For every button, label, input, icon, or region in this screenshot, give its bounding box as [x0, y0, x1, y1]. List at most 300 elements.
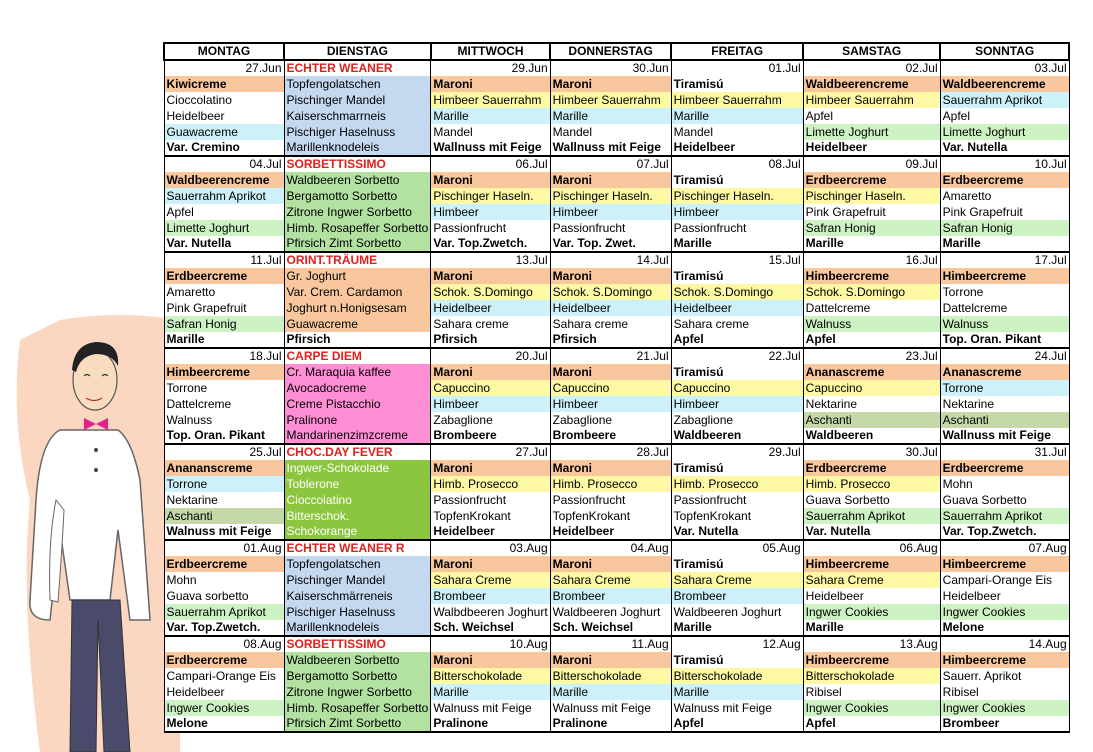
flavor-cell: Pink Grapefruit: [940, 204, 1069, 220]
flavor-cell: Erdbeercreme: [940, 460, 1069, 476]
flavor-cell: Anananscreme: [164, 460, 284, 476]
flavor-cell: Pink Grapefruit: [803, 204, 940, 220]
flavor-cell: Var. Top. Zwet.: [550, 236, 671, 252]
flavor-cell: Schok. S.Domingo: [550, 284, 671, 300]
flavor-cell: Walnuss mit Feige: [550, 700, 671, 716]
date-cell: 09.Jul: [803, 156, 940, 172]
flavor-cell: Top. Oran. Pikant: [940, 332, 1069, 348]
theme-title: SORBETTISSIMO: [284, 636, 431, 652]
date-cell: 15.Jul: [671, 252, 803, 268]
flavor-cell: Ingwer Cookies: [164, 700, 284, 716]
flavor-cell: Heidelbeer: [671, 300, 803, 316]
flavor-cell: Maroni: [550, 460, 671, 476]
date-cell: 17.Jul: [940, 252, 1069, 268]
flavor-cell: Var. Top.Zwetch.: [940, 524, 1069, 540]
date-cell: 30.Jul: [803, 444, 940, 460]
flavor-cell: Himbeer Sauerrahm: [803, 92, 940, 108]
flavor-cell: Walnuss: [164, 412, 284, 428]
flavor-row: [164, 188, 1069, 204]
flavor-cell: Schokorange: [284, 524, 431, 540]
date-cell: 08.Jul: [671, 156, 803, 172]
date-cell: 14.Aug: [940, 636, 1069, 652]
flavor-cell: Marille: [671, 108, 803, 124]
flavor-row: [164, 300, 1069, 316]
flavor-cell: Mohn: [940, 476, 1069, 492]
date-cell: 07.Jul: [550, 156, 671, 172]
flavor-cell: Himbeercreme: [940, 652, 1069, 668]
flavor-cell: Himbeer: [431, 204, 550, 220]
flavor-cell: Sauerrahm Aprikot: [164, 188, 284, 204]
header-saturday: SAMSTAG: [803, 43, 940, 60]
flavor-cell: Himb. Rosapeffer Sorbetto: [284, 220, 431, 236]
flavor-cell: Zabaglione: [671, 412, 803, 428]
flavor-cell: Maroni: [550, 556, 671, 572]
flavor-cell: Pfirsich: [284, 332, 431, 348]
flavor-cell: Pischinger Haseln.: [803, 188, 940, 204]
date-cell: 03.Jul: [940, 60, 1069, 76]
flavor-cell: Maroni: [431, 652, 550, 668]
flavor-cell: TopfenKrokant: [671, 508, 803, 524]
date-cell: 04.Jul: [164, 156, 284, 172]
flavor-cell: Erdbeercreme: [164, 268, 284, 284]
flavor-cell: Gr. Joghurt: [284, 268, 431, 284]
flavor-cell: Apfel: [803, 332, 940, 348]
flavor-cell: Maroni: [550, 76, 671, 92]
date-cell: 12.Aug: [671, 636, 803, 652]
flavor-cell: Himbeer: [431, 396, 550, 412]
flavor-row: [164, 604, 1069, 620]
flavor-row: [164, 396, 1069, 412]
flavor-cell: Ingwer Cookies: [803, 604, 940, 620]
flavor-cell: Pischinger Haseln.: [671, 188, 803, 204]
flavor-cell: Ananascreme: [803, 364, 940, 380]
flavor-cell: Sauerrahm Aprikot: [803, 508, 940, 524]
flavor-cell: Campari-Orange Eis: [940, 572, 1069, 588]
flavor-cell: Brombeer: [550, 588, 671, 604]
date-cell: 01.Jul: [671, 60, 803, 76]
flavor-cell: Walnuss: [940, 316, 1069, 332]
flavor-cell: Walnuss mit Feige: [431, 700, 550, 716]
flavor-cell: Marille: [803, 620, 940, 636]
flavor-cell: Dattelcreme: [940, 300, 1069, 316]
flavor-cell: Apfel: [803, 716, 940, 732]
flavor-cell: Maroni: [431, 76, 550, 92]
flavor-cell: Bitterschok.: [284, 508, 431, 524]
flavor-cell: Dattelcreme: [803, 300, 940, 316]
flavor-cell: TopfenKrokant: [550, 508, 671, 524]
flavor-cell: Bitterschokolade: [671, 668, 803, 684]
flavor-cell: Brombeere: [431, 428, 550, 444]
date-cell: 01.Aug: [164, 540, 284, 556]
flavor-cell: Guava Sorbetto: [803, 492, 940, 508]
flavor-cell: Himbeer: [671, 396, 803, 412]
theme-title: ECHTER WEANER R: [284, 540, 431, 556]
flavor-cell: Tiramisú: [671, 556, 803, 572]
header-wednesday: MITTWOCH: [431, 43, 550, 60]
header-friday: FREITAG: [671, 43, 803, 60]
flavor-row: [164, 700, 1069, 716]
flavor-cell: Waldbeerencreme: [803, 76, 940, 92]
flavor-row: [164, 572, 1069, 588]
flavor-cell: Sauerrahm Aprikot: [940, 92, 1069, 108]
flavor-cell: Heidelbeer: [803, 140, 940, 156]
flavor-cell: Sahara Creme: [431, 572, 550, 588]
date-cell: 24.Jul: [940, 348, 1069, 364]
flavor-cell: Torrone: [164, 380, 284, 396]
flavor-cell: Bergamotto Sorbetto: [284, 188, 431, 204]
flavor-cell: Himb. Prosecco: [803, 476, 940, 492]
flavor-row: [164, 204, 1069, 220]
flavor-cell: Waldbeeren Sorbetto: [284, 652, 431, 668]
flavor-cell: Himbeer Sauerrahm: [550, 92, 671, 108]
flavor-cell: Heidelbeer: [940, 588, 1069, 604]
flavor-cell: Marille: [164, 332, 284, 348]
date-cell: 06.Jul: [431, 156, 550, 172]
flavor-cell: Joghurt n.Honigsesam: [284, 300, 431, 316]
theme-title: ECHTER WEANER: [284, 60, 431, 76]
theme-title: ORINT.TRÄUME: [284, 252, 431, 268]
ice-cream-schedule-table: [163, 42, 1070, 733]
flavor-cell: Pfirsich: [431, 332, 550, 348]
flavor-cell: Mandel: [671, 124, 803, 140]
date-cell: 31.Jul: [940, 444, 1069, 460]
flavor-cell: Passionfrucht: [671, 220, 803, 236]
flavor-cell: Marille: [550, 108, 671, 124]
flavor-cell: Brombeer: [671, 588, 803, 604]
flavor-cell: Passionfrucht: [431, 492, 550, 508]
flavor-cell: Ingwer Cookies: [803, 700, 940, 716]
flavor-cell: Limette Joghurt: [164, 220, 284, 236]
flavor-cell: Ribisel: [940, 684, 1069, 700]
flavor-cell: Capuccino: [431, 380, 550, 396]
flavor-cell: Pink Grapefruit: [164, 300, 284, 316]
flavor-cell: Cioccolatino: [284, 492, 431, 508]
flavor-cell: Mandel: [550, 124, 671, 140]
flavor-cell: Wallnuss mit Feige: [431, 140, 550, 156]
date-cell: 07.Aug: [940, 540, 1069, 556]
flavor-cell: Kaiserschmärreneis: [284, 588, 431, 604]
flavor-cell: Pischinger Haseln.: [550, 188, 671, 204]
flavor-row: [164, 524, 1069, 540]
flavor-cell: Marille: [671, 620, 803, 636]
flavor-cell: Waldbeerencreme: [164, 172, 284, 188]
date-cell: 27.Jul: [431, 444, 550, 460]
date-cell: 25.Jul: [164, 444, 284, 460]
flavor-cell: Safran Honig: [940, 220, 1069, 236]
date-cell: 28.Jul: [550, 444, 671, 460]
flavor-row: [164, 236, 1069, 252]
flavor-row: [164, 508, 1069, 524]
flavor-cell: Melone: [164, 716, 284, 732]
header-sunday: SONNTAG: [940, 43, 1069, 60]
flavor-row: [164, 716, 1069, 732]
flavor-cell: Melone: [940, 620, 1069, 636]
flavor-cell: Maroni: [431, 460, 550, 476]
flavor-cell: Nektarine: [803, 396, 940, 412]
flavor-cell: Tiramisú: [671, 268, 803, 284]
flavor-row: [164, 364, 1069, 380]
flavor-cell: Marille: [550, 684, 671, 700]
flavor-row: [164, 556, 1069, 572]
flavor-cell: Passionfrucht: [671, 492, 803, 508]
flavor-cell: Var. Nutella: [803, 524, 940, 540]
flavor-row: [164, 588, 1069, 604]
flavor-cell: Ingwer Cookies: [940, 604, 1069, 620]
theme-title: CHOC.DAY FEVER: [284, 444, 431, 460]
flavor-cell: Maroni: [550, 172, 671, 188]
flavor-cell: Pischinger Mandel: [284, 572, 431, 588]
flavor-cell: Sahara Creme: [550, 572, 671, 588]
flavor-cell: Capuccino: [550, 380, 671, 396]
flavor-cell: Walbdbeeren Joghurt: [431, 604, 550, 620]
flavor-cell: Avocadocreme: [284, 380, 431, 396]
flavor-cell: Toblerone: [284, 476, 431, 492]
flavor-cell: Sauerrahm Aprikot: [940, 508, 1069, 524]
flavor-cell: Bitterschokolade: [550, 668, 671, 684]
flavor-cell: Sch. Weichsel: [431, 620, 550, 636]
flavor-row: [164, 380, 1069, 396]
flavor-cell: Amaretto: [940, 188, 1069, 204]
date-row: [164, 444, 1069, 460]
flavor-cell: Pralinone: [431, 716, 550, 732]
date-row: [164, 636, 1069, 652]
flavor-cell: Kiwicreme: [164, 76, 284, 92]
flavor-cell: Heidelbeer: [164, 684, 284, 700]
flavor-cell: Sauerr. Aprikot: [940, 668, 1069, 684]
flavor-cell: Guava sorbetto: [164, 588, 284, 604]
flavor-row: [164, 284, 1069, 300]
flavor-row: [164, 124, 1069, 140]
flavor-cell: Marille: [431, 684, 550, 700]
flavor-cell: Topfengolatschen: [284, 76, 431, 92]
flavor-cell: Pischiger Haselnuss: [284, 124, 431, 140]
flavor-cell: Erdbeercreme: [164, 652, 284, 668]
date-cell: 10.Aug: [431, 636, 550, 652]
date-cell: 02.Jul: [803, 60, 940, 76]
date-cell: 14.Jul: [550, 252, 671, 268]
flavor-cell: Himbeercreme: [803, 556, 940, 572]
flavor-cell: Himbeer Sauerrahm: [671, 92, 803, 108]
flavor-cell: Pischinger Mandel: [284, 92, 431, 108]
date-cell: 13.Aug: [803, 636, 940, 652]
flavor-cell: Waldbeeren: [671, 428, 803, 444]
flavor-cell: Guawacreme: [284, 316, 431, 332]
flavor-cell: Bergamotto Sorbetto: [284, 668, 431, 684]
flavor-row: [164, 412, 1069, 428]
date-row: [164, 60, 1069, 76]
flavor-cell: Kaiserschmarrneis: [284, 108, 431, 124]
flavor-row: [164, 76, 1069, 92]
flavor-cell: Guava Sorbetto: [940, 492, 1069, 508]
flavor-cell: Capuccino: [671, 380, 803, 396]
flavor-cell: Erdbeercreme: [803, 172, 940, 188]
flavor-cell: Var. Nutella: [164, 236, 284, 252]
flavor-cell: Tiramisú: [671, 172, 803, 188]
date-cell: 29.Jul: [671, 444, 803, 460]
flavor-cell: Pralinone: [550, 716, 671, 732]
flavor-cell: Ingwer-Schokolade: [284, 460, 431, 476]
date-cell: 23.Jul: [803, 348, 940, 364]
flavor-cell: Maroni: [550, 364, 671, 380]
flavor-cell: Sahara Creme: [671, 572, 803, 588]
flavor-cell: Maroni: [431, 364, 550, 380]
flavor-cell: Passionfrucht: [431, 220, 550, 236]
flavor-cell: Heidelbeer: [431, 300, 550, 316]
date-cell: 06.Aug: [803, 540, 940, 556]
flavor-cell: Nektarine: [164, 492, 284, 508]
flavor-cell: Dattelcreme: [164, 396, 284, 412]
flavor-cell: Schok. S.Domingo: [671, 284, 803, 300]
flavor-cell: Sch. Weichsel: [550, 620, 671, 636]
flavor-cell: Himbeer: [550, 396, 671, 412]
flavor-cell: Pralinone: [284, 412, 431, 428]
flavor-row: [164, 492, 1069, 508]
flavor-cell: Erdbeercreme: [164, 556, 284, 572]
flavor-cell: Zabaglione: [550, 412, 671, 428]
flavor-cell: Ananascreme: [940, 364, 1069, 380]
flavor-cell: Maroni: [431, 268, 550, 284]
date-cell: 27.Jun: [164, 60, 284, 76]
flavor-cell: Sahara creme: [431, 316, 550, 332]
flavor-cell: Schok. S.Domingo: [803, 284, 940, 300]
date-cell: 11.Jul: [164, 252, 284, 268]
flavor-cell: Mandarinenzimzcreme: [284, 428, 431, 444]
flavor-cell: Waldbeeren Sorbetto: [284, 172, 431, 188]
flavor-cell: Sahara creme: [550, 316, 671, 332]
flavor-cell: Heidelbeer: [803, 588, 940, 604]
flavor-cell: Himb. Prosecco: [671, 476, 803, 492]
date-cell: 18.Jul: [164, 348, 284, 364]
flavor-cell: Waldbeeren Joghurt: [550, 604, 671, 620]
flavor-cell: Apfel: [164, 204, 284, 220]
flavor-cell: Aschanti: [940, 412, 1069, 428]
flavor-cell: Himbeercreme: [164, 364, 284, 380]
date-cell: 03.Aug: [431, 540, 550, 556]
flavor-cell: Pfirsich Zimt Sorbetto: [284, 236, 431, 252]
date-cell: 11.Aug: [550, 636, 671, 652]
date-cell: 08.Aug: [164, 636, 284, 652]
flavor-cell: Apfel: [671, 332, 803, 348]
flavor-cell: Himb. Prosecco: [550, 476, 671, 492]
flavor-cell: Pfirsich Zimt Sorbetto: [284, 716, 431, 732]
flavor-cell: Top. Oran. Pikant: [164, 428, 284, 444]
flavor-cell: Var. Crem. Cardamon: [284, 284, 431, 300]
flavor-cell: TopfenKrokant: [431, 508, 550, 524]
flavor-cell: Marille: [671, 684, 803, 700]
flavor-cell: Var. Nutella: [940, 140, 1069, 156]
flavor-cell: Bitterschokolade: [803, 668, 940, 684]
flavor-cell: Aschanti: [803, 412, 940, 428]
flavor-cell: Himbeercreme: [803, 268, 940, 284]
flavor-cell: Safran Honig: [803, 220, 940, 236]
flavor-cell: Tiramisú: [671, 76, 803, 92]
date-row: [164, 252, 1069, 268]
flavor-cell: Marillenknodeleis: [284, 140, 431, 156]
flavor-cell: Marille: [671, 236, 803, 252]
flavor-cell: Erdbeercreme: [803, 460, 940, 476]
flavor-cell: Wallnuss mit Feige: [940, 428, 1069, 444]
flavor-cell: Walnuss: [803, 316, 940, 332]
date-cell: 04.Aug: [550, 540, 671, 556]
flavor-cell: Topfengolatschen: [284, 556, 431, 572]
schedule-body: [164, 60, 1069, 732]
flavor-cell: Campari-Orange Eis: [164, 668, 284, 684]
header-tuesday: DIENSTAG: [284, 43, 431, 60]
date-cell: 29.Jun: [431, 60, 550, 76]
theme-title: CARPE DIEM: [284, 348, 431, 364]
flavor-cell: Passionfrucht: [550, 220, 671, 236]
flavor-cell: Limette Joghurt: [803, 124, 940, 140]
flavor-row: [164, 668, 1069, 684]
date-row: [164, 156, 1069, 172]
flavor-cell: Mandel: [431, 124, 550, 140]
date-row: [164, 540, 1069, 556]
flavor-cell: Pfirsich: [550, 332, 671, 348]
flavor-cell: Erdbeercreme: [940, 172, 1069, 188]
flavor-row: [164, 220, 1069, 236]
flavor-row: [164, 652, 1069, 668]
flavor-row: [164, 108, 1069, 124]
flavor-cell: Heidelbeer: [164, 108, 284, 124]
flavor-cell: Himbeer: [550, 204, 671, 220]
flavor-cell: Maroni: [550, 268, 671, 284]
flavor-cell: Zabaglione: [431, 412, 550, 428]
flavor-cell: Ingwer Cookies: [940, 700, 1069, 716]
flavor-cell: Marille: [431, 108, 550, 124]
flavor-cell: Maroni: [431, 172, 550, 188]
flavor-row: [164, 268, 1069, 284]
flavor-cell: Ribisel: [803, 684, 940, 700]
flavor-cell: Sahara Creme: [803, 572, 940, 588]
flavor-cell: Himbeer: [671, 204, 803, 220]
waiter-illustration: [0, 300, 180, 752]
flavor-cell: Torrone: [940, 284, 1069, 300]
flavor-cell: Himbeercreme: [803, 652, 940, 668]
flavor-cell: Var. Top.Zwetch.: [164, 620, 284, 636]
date-cell: 22.Jul: [671, 348, 803, 364]
flavor-row: [164, 476, 1069, 492]
weekday-header-row: [164, 43, 1069, 60]
flavor-cell: Himb. Prosecco: [431, 476, 550, 492]
flavor-cell: Sauerrahm Aprikot: [164, 604, 284, 620]
flavor-cell: Passionfrucht: [550, 492, 671, 508]
flavor-cell: Sahara creme: [671, 316, 803, 332]
flavor-cell: Walnuss mit Feige: [671, 700, 803, 716]
date-row: [164, 348, 1069, 364]
date-cell: 16.Jul: [803, 252, 940, 268]
flavor-cell: Aschanti: [164, 508, 284, 524]
flavor-cell: Maroni: [550, 652, 671, 668]
flavor-cell: Brombeer: [940, 716, 1069, 732]
flavor-cell: Mohn: [164, 572, 284, 588]
theme-title: SORBETTISSIMO: [284, 156, 431, 172]
flavor-cell: Amaretto: [164, 284, 284, 300]
flavor-row: [164, 92, 1069, 108]
flavor-row: [164, 460, 1069, 476]
flavor-cell: Pischinger Haseln.: [431, 188, 550, 204]
flavor-cell: Apfel: [671, 716, 803, 732]
flavor-cell: Brombeer: [431, 588, 550, 604]
flavor-cell: Heidelbeer: [431, 524, 550, 540]
flavor-cell: Schok. S.Domingo: [431, 284, 550, 300]
date-cell: 30.Jun: [550, 60, 671, 76]
flavor-cell: Heidelbeer: [550, 524, 671, 540]
flavor-cell: Limette Joghurt: [940, 124, 1069, 140]
flavor-cell: Marille: [940, 236, 1069, 252]
flavor-row: [164, 620, 1069, 636]
flavor-row: [164, 428, 1069, 444]
flavor-cell: Tiramisú: [671, 460, 803, 476]
